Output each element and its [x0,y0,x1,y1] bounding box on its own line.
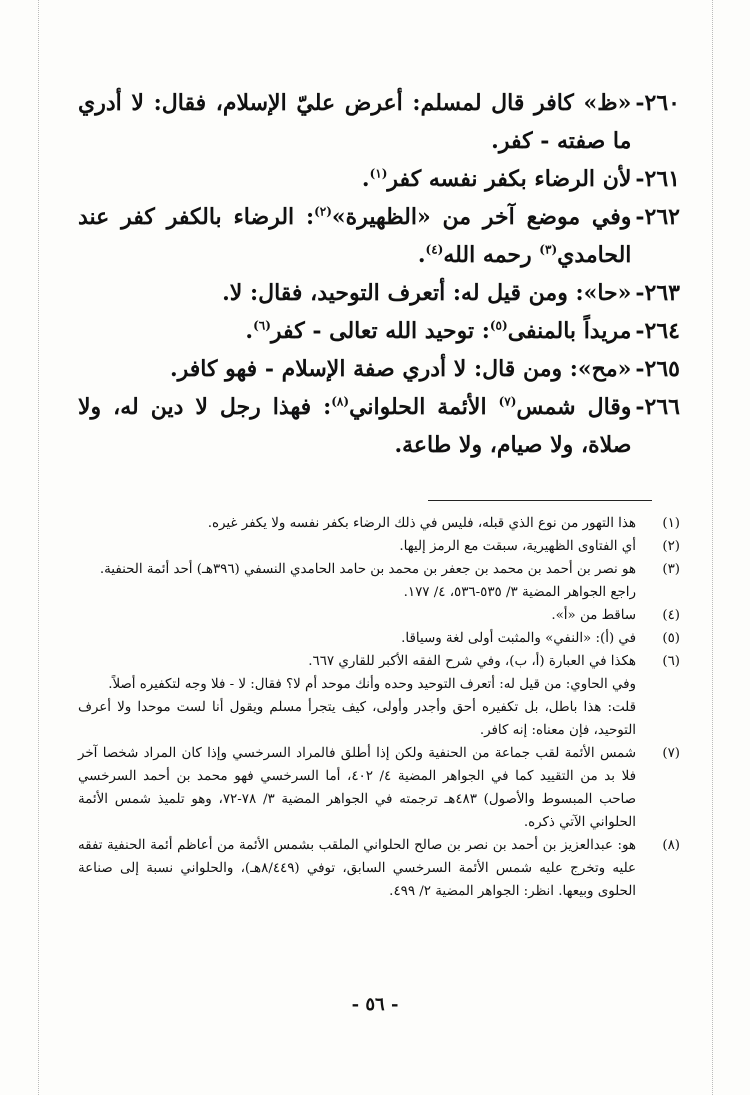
footnote-ref: (٥) [489,318,508,333]
entry-261 [78,160,680,198]
entry-number: ٢٦١- [635,166,680,192]
footnote-number: (٧) [662,746,680,761]
entry-265 [78,350,680,388]
footnote-ref: (٦) [253,318,271,333]
footnote-text: هذا التهور من نوع الذي قبله، فليس في ذلك الرضاء بكفر نفسه ولا يكفر غيره. [207,516,636,531]
main-text [78,84,680,464]
footnote-number: (٥) [662,631,680,646]
footnote-7 [78,742,680,834]
entry-number: ٢٦٢- [635,204,680,230]
footnote-number: (٣) [662,562,680,577]
entry-260 [78,84,680,160]
entry-number: ٢٦٦- [635,394,680,420]
right-margin-dots [712,0,713,1095]
entry-text: مريداً بالمنفى$^{(٥)}$: توحيد الله تعالى - كفر$^{(٦)}$. [245,318,632,344]
footnote-5 [78,627,680,650]
footnote-ref: (١) [369,166,388,181]
footnote-number: (٨) [662,838,680,853]
footnote-text: هكذا في العبارة (أ، ب)، وفي شرح الفقه الأكبر للقاري ٦٦٧. [308,654,636,669]
footnote-number: (٤) [662,608,680,623]
entry-264 [78,312,680,350]
entry-number: ٢٦٠- [635,90,680,116]
entry-number: ٢٦٣- [635,280,680,306]
footnote-text: ساقط من «أ». [551,608,636,623]
footnotes [78,512,680,903]
entry-text: «ظ» كافر قال لمسلم: أعرض عليّ الإسلام، فقال: لا أدري ما صفته - كفر. [78,90,632,154]
entry-text: «مح»: ومن قال: لا أدري صفة الإسلام - فهو كافر. [169,356,632,382]
footnote-number: (١) [662,516,680,531]
left-margin-dots [38,0,39,1095]
footnote-2 [78,535,680,558]
entry-text: «حا»: ومن قيل له: أتعرف التوحيد، فقال: لا. [222,280,632,306]
footnote-number: (٦) [662,654,680,669]
entry-262 [78,198,680,274]
footnote-text: في (أ): «النفي» والمثبت أولى لغة وسياقا. [401,631,636,646]
entry-263 [78,274,680,312]
footnote-text: هو: عبدالعزيز بن أحمد بن نصر بن صالح الحلواني الملقب بشمس الأئمة من أعاظم أئمة الحنفية تفقه عليه وتخرج عليه شمس الأئمة السرخسي السابق، توفي (٨/٤٤٩هـ)، والحلواني نسبة إلى صناعة الحلوى وبيعها. انظر: الجواهر المضية ٢/ ٤٩٩. [78,838,636,899]
footnote-text: قلت: هذا باطل، بل تكفيره أحق وأجدر وأولى، كيف يتجرأ مسلم ويقول أنا لست موحدا ولا أعرف التوحيد، فإن معناه: إنه كافر. [78,700,636,738]
entry-number: ٢٦٤- [635,318,680,344]
footnote-6 [78,650,680,742]
footnote-ref: (٢) [314,204,332,219]
footnote-1 [78,512,680,535]
footnote-text: وفي الحاوي: من قيل له: أتعرف التوحيد وحده وأنك موحد أم لا؟ فقال: لا - فلا وجه لتكفيره أصلاً. [108,677,636,692]
footnote-text: هو نصر بن أحمد بن محمد بن جعفر بن محمد بن حامد الحامدي النسفي (٣٩٦هـ) أحد أئمة الحنفية. [99,562,636,577]
footnote-8 [78,834,680,903]
footnote-ref: (٣) [539,242,558,257]
footnote-ref: (٧) [498,394,517,409]
entry-text: وقال شمس$^{(٧)}$ الأئمة الحلواني$^{(٨)}$: فهذا رجل لا دين له، ولا صلاة، ولا صيام، ولا طاعة. [78,394,632,458]
footnote-text: شمس الأئمة لقب جماعة من الحنفية ولكن إذا أطلق فالمراد السرخسي وإذا كان المراد شخصا آخر فلا بد من التقييد كما في الجواهر المضية ٤/ ٤٠٢، أما السرخسي فهو محمد بن أحمد السرخسي صاحب المبسوط والأصول) ٤٨٣هـ ترجمته في الجواهر المضية ٣/ ٧٨-٧٢، وهو تلميذ شمس الأئمة الحلواني الآتي ذكره. [78,746,636,830]
footnote-ref: (٤) [425,242,444,257]
entry-number: ٢٦٥- [635,356,680,382]
entry-text: وفي موضع آخر من «الظهيرة»$^{(٢)}$: الرضاء بالكفر كفر عند الحامدي$^{(٣)}$ رحمه الله$^{(٤)}$. [78,204,632,268]
entry-266 [78,388,680,464]
footnote-3 [78,558,680,604]
page-number: - ٥٦ - [351,994,399,1015]
entry-text: لأن الرضاء بكفر نفسه كفر$^{(١)}$. [361,166,632,192]
footnote-4 [78,604,680,627]
footnote-text: راجع الجواهر المضية ٣/ ٥٣٥-٥٣٦، ٤/ ١٧٧. [403,585,636,600]
footnote-ref: (٨) [331,394,350,409]
footnote-text: أي الفتاوى الظهيرية، سبقت مع الرمز إليها. [399,539,636,554]
footnote-separator [428,500,652,501]
footnote-number: (٢) [662,539,680,554]
